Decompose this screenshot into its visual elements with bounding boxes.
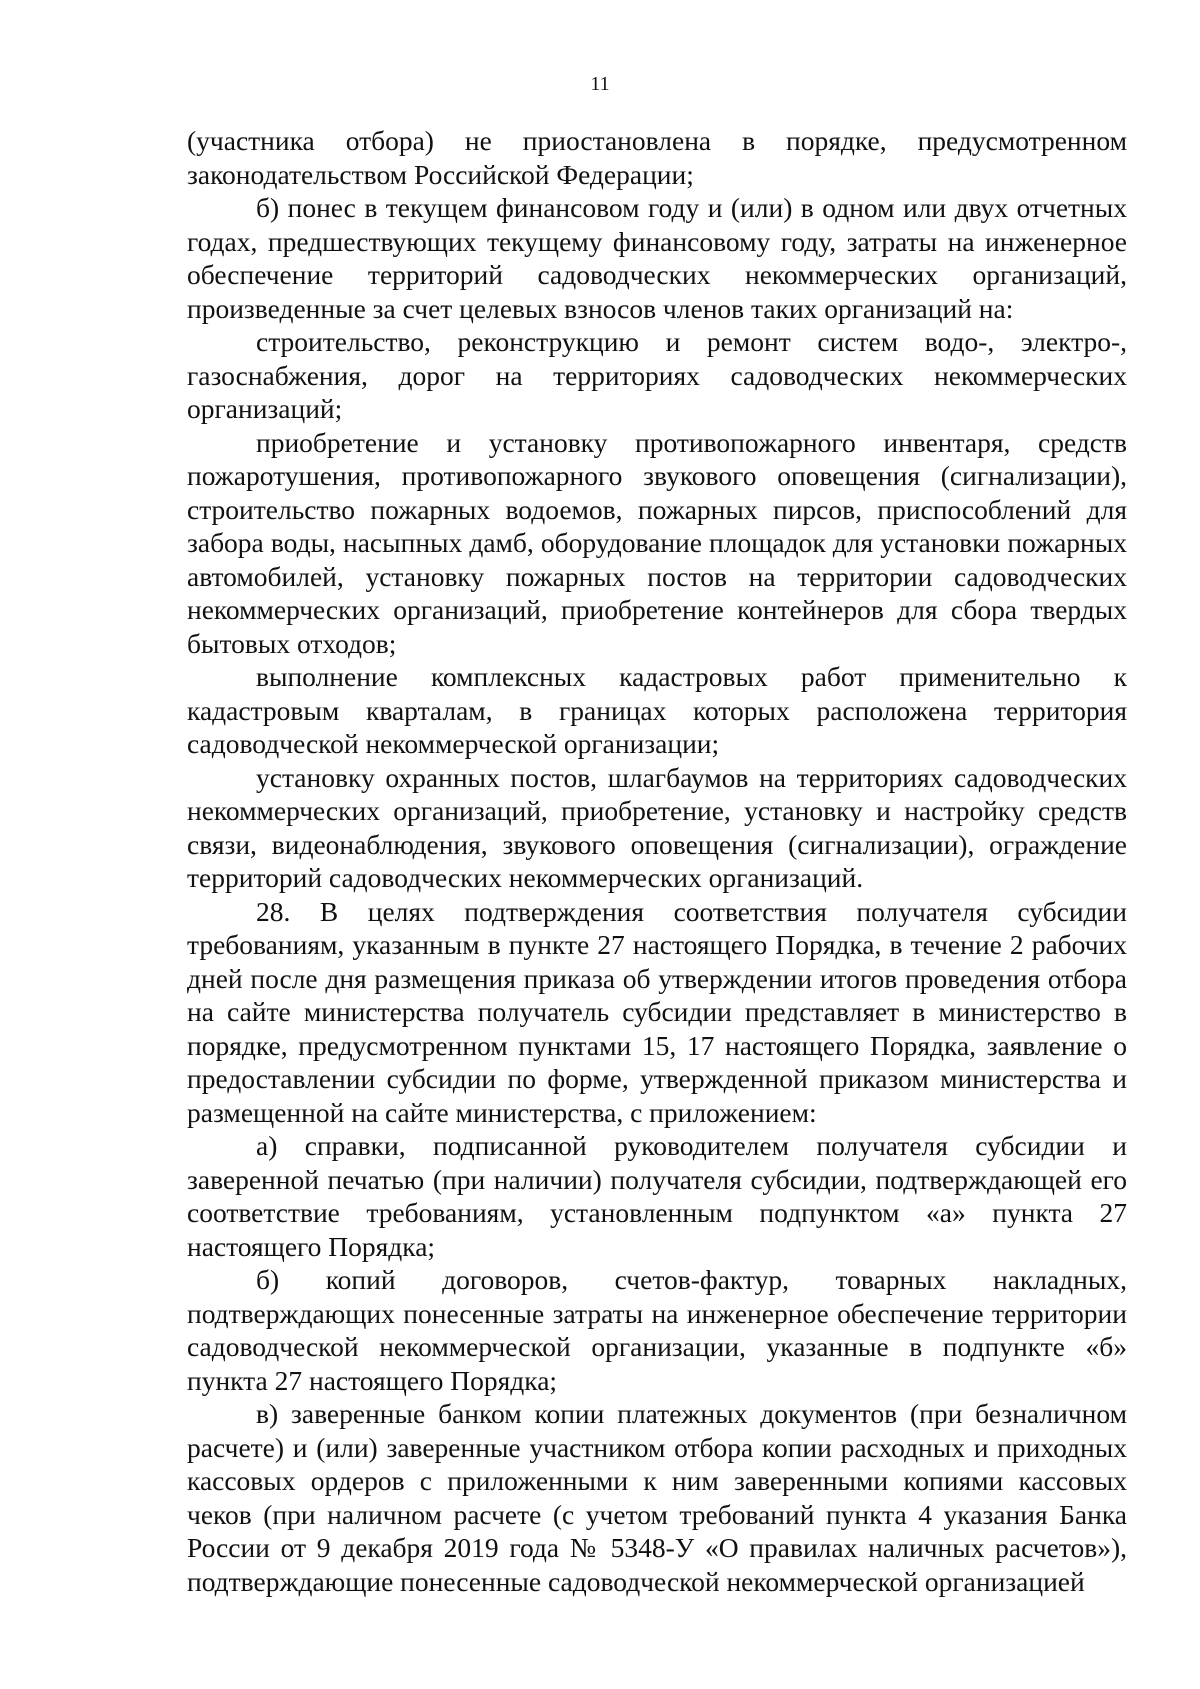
paragraph-security-posts: установку охранных постов, шлагбаумов на территориях садоводческих некоммерческих организаций, приобретение, установку и настройку средств связи, видеонаблюдения, звукового оповещения (сигнализации), ограждение территорий садоводческих некоммерческих организаций. [187, 761, 1127, 893]
paragraph-continuation: (участника отбора) не приостановлена в порядке, предусмотренном законодательством Российской Федерации; [187, 125, 1127, 190]
paragraph-subitem-v: в) заверенные банком копии платежных документов (при безналичном расчете) и (или) заверенные участником отбора копии расходных и приходных кассовых ордеров с приложенными к ним заверенными копиями кассовых чеков (при наличном расчете (с учетом требований пункта 4 указания Банка России от 9 декабря 2019 года № 5348-У «О правилах наличных расчетов»), подтверждающие понесенные садоводческой некоммерческой организацией [187, 1398, 1127, 1597]
paragraph-subitem-b: б) понес в текущем финансовом году и (или) в одном или двух отчетных годах, предшествующих текущему финансовому году, затраты на инженерное обеспечение территорий садоводческих некоммерческих организаций, произведенные за счет целевых взносов членов таких организаций на: [187, 192, 1127, 324]
paragraph-item-28: 28. В целях подтверждения соответствия получателя субсидии требованиям, указанным в пункте 27 настоящего Порядка, в течение 2 рабочих дней после дня размещения приказа об утверждении итогов проведения отбора на сайте министерства получатель субсидии представляет в министерство в порядке, предусмотренном пунктами 15, 17 настоящего Порядка, заявление о предоставлении субсидии по форме, утвержденной приказом министерства и размещенной на сайте министерства, с приложением: [187, 895, 1127, 1128]
paragraph-subitem-b-copies: б) копий договоров, счетов-фактур, товарных накладных, подтверждающих понесенные затраты на инженерное обеспечение территории садоводческой некоммерческой организации, указанные в подпункте «б» пункта 27 настоящего Порядка; [187, 1264, 1127, 1396]
page-number: 11 [590, 73, 610, 95]
paragraph-construction: строительство, реконструкцию и ремонт систем водо-, электро-, газоснабжения, дорог на территориях садоводческих некоммерческих организаций; [187, 326, 1127, 424]
document-body [187, 124, 1127, 1598]
paragraph-fire-safety: приобретение и установку противопожарного инвентаря, средств пожаротушения, противопожарного звукового оповещения (сигнализации), строительство пожарных водоемов, пожарных пирсов, приспособлений для забора воды, насыпных дамб, оборудование площадок для установки пожарных автомобилей, установку пожарных постов на территории садоводческих некоммерческих организаций, приобретение контейнеров для сбора твердых бытовых отходов; [187, 426, 1127, 659]
paragraph-cadastral-works: выполнение комплексных кадастровых работ применительно к кадастровым кварталам, в границах которых расположена территория садоводческой некоммерческой организации; [187, 661, 1127, 759]
paragraph-subitem-a: а) справки, подписанной руководителем получателя субсидии и заверенной печатью (при наличии) получателя субсидии, подтверждающей его соответствие требованиям, установленным подпунктом «а» пункта 27 настоящего Порядка; [187, 1130, 1127, 1262]
